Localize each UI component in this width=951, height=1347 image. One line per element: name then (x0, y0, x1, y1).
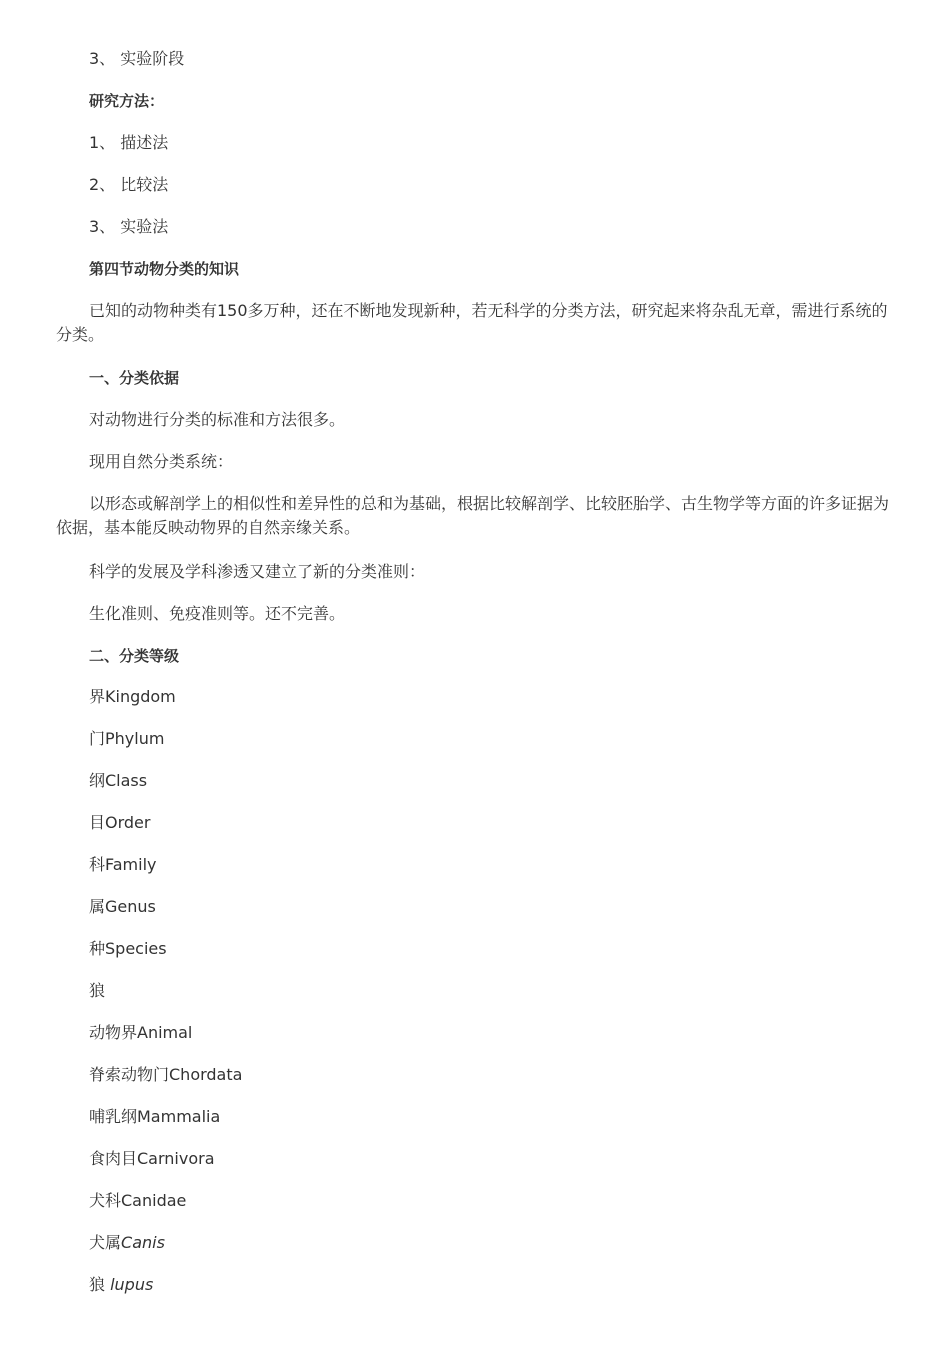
stage-item-3: 3、 实验阶段 (89, 49, 185, 68)
wolf-order: 食肉目Carnivora (89, 1149, 215, 1168)
wolf-genus (89, 1231, 165, 1255)
rank-phylum: 门Phylum (89, 729, 165, 748)
wolf-phylum: 脊索动物门Chordata (89, 1065, 243, 1084)
wolf-genus-prefix: 犬属 (89, 1233, 122, 1252)
wolf-kingdom: 动物界Animal (89, 1023, 193, 1042)
classification-basis-heading: 一、分类依据 (89, 369, 180, 387)
new-criteria-text: 科学的发展及学科渗透又建立了新的分类准则： (89, 562, 426, 581)
intro-paragraph: 已知的动物种类有150多万种，还在不断地发现新种，若无科学的分类方法，研究起来将杂乱无章，需进行系统的分类。 (56, 301, 888, 344)
biochem-criteria-text: 生化准则、免疫准则等。还不完善。 (89, 604, 346, 623)
rank-genus: 属Genus (89, 897, 156, 916)
wolf-genus-latin: Canis (121, 1233, 165, 1252)
wolf-class: 哺乳纲Mammalia (89, 1107, 221, 1126)
wolf-species (89, 1273, 153, 1297)
morphology-paragraph: 以形态或解剖学上的相似性和差异性的总和为基础，根据比较解剖学、比较胚胎学、古生物学等方面的许多证据为依据，基本能反映动物界的自然亲缘关系。 (56, 494, 890, 537)
rank-class: 纲Class (89, 771, 148, 790)
rank-kingdom: 界Kingdom (89, 687, 176, 706)
standards-text: 对动物进行分类的标准和方法很多。 (89, 410, 346, 429)
rank-species: 种Species (89, 939, 167, 958)
rank-family: 科Family (89, 855, 157, 874)
wolf-species-latin: lupus (110, 1275, 154, 1294)
wolf-family: 犬科Canidae (89, 1191, 187, 1210)
classification-levels-heading: 二、分类等级 (89, 647, 180, 665)
method-item-3: 3、 实验法 (89, 217, 169, 236)
method-item-1: 1、 描述法 (89, 133, 169, 152)
method-item-2: 2、 比较法 (89, 175, 169, 194)
wolf-species-prefix: 狼 (89, 1275, 111, 1294)
wolf-label: 狼 (89, 981, 106, 1000)
rank-order: 目Order (89, 813, 151, 832)
natural-system-text: 现用自然分类系统： (89, 452, 234, 471)
section-four-heading: 第四节动物分类的知识 (89, 260, 240, 278)
research-methods-heading: 研究方法： (89, 92, 165, 110)
